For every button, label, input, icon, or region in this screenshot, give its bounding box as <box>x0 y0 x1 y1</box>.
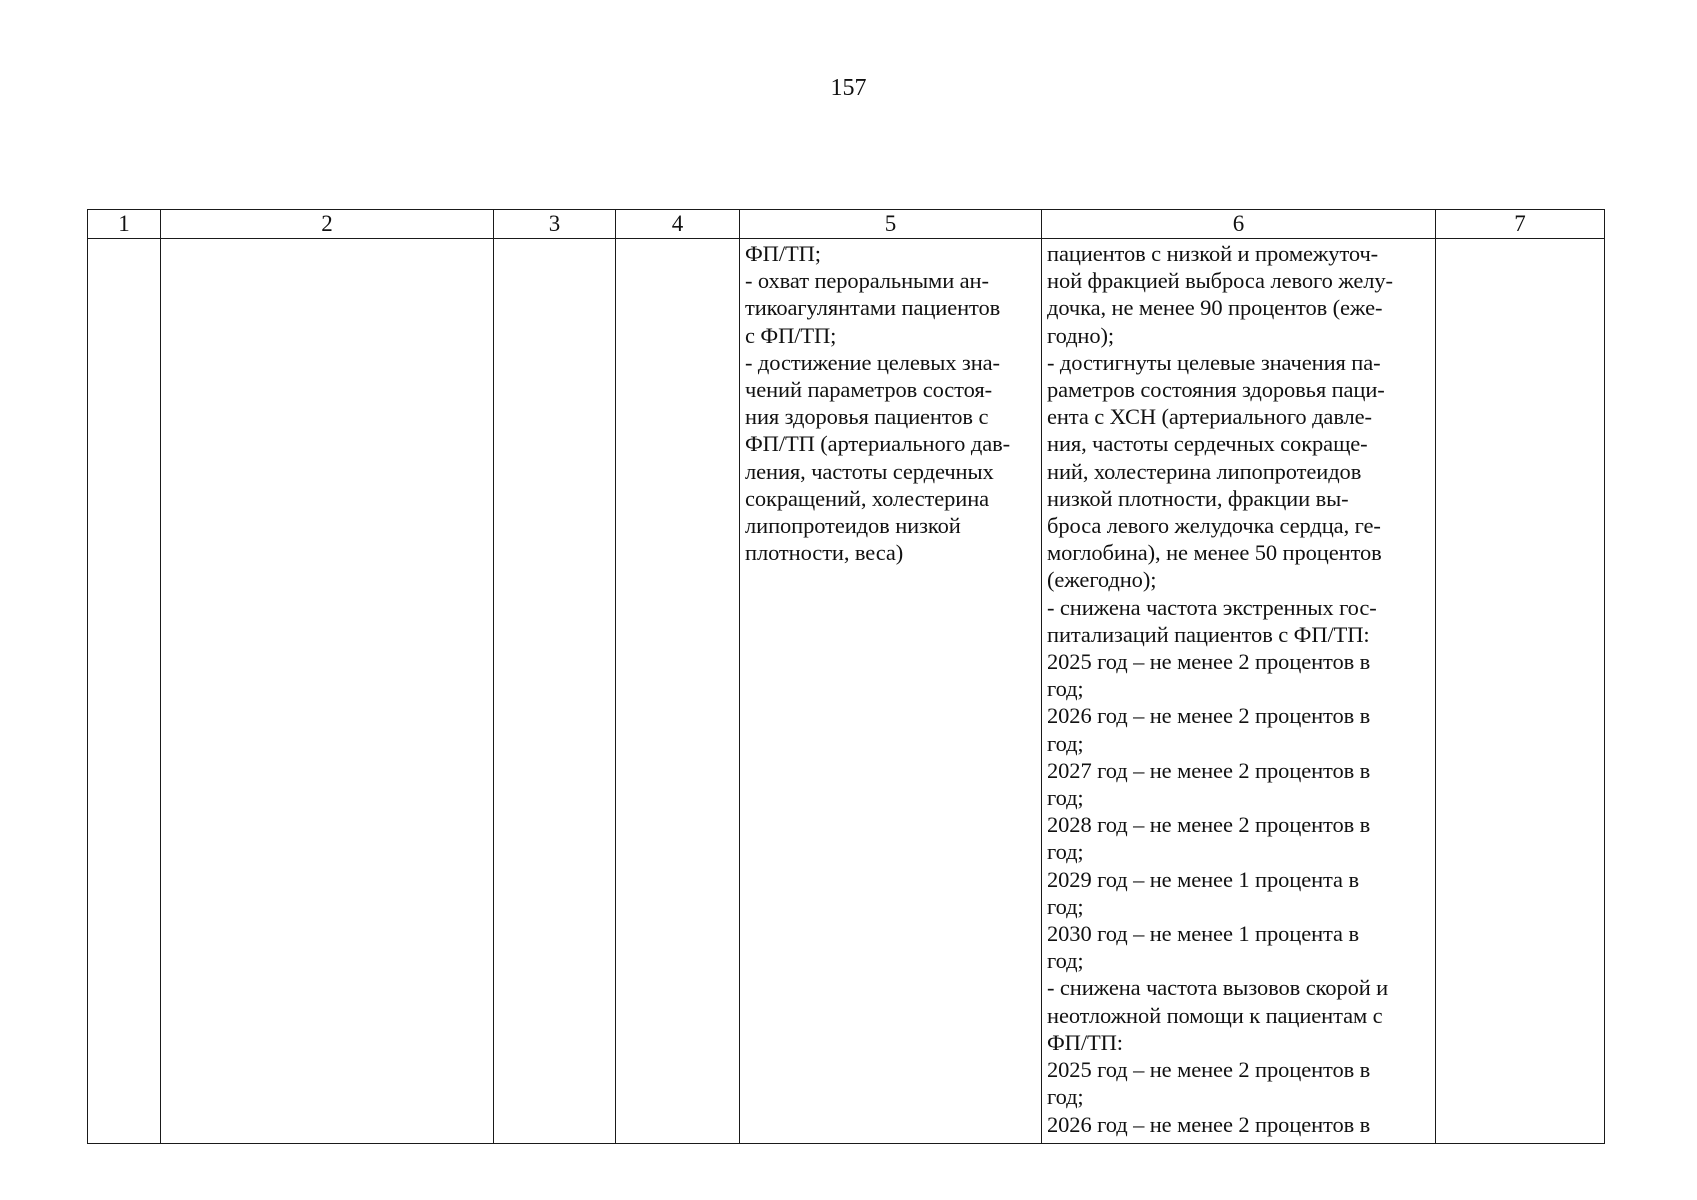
cell-col-7-text <box>1436 239 1604 240</box>
document-table <box>87 209 1605 1144</box>
cell-col-4-text <box>616 239 739 240</box>
column-header-4: 4 <box>616 210 740 239</box>
page-number: 157 <box>830 75 867 101</box>
cell-col-4 <box>616 239 740 1144</box>
column-header-6: 6 <box>1042 210 1436 239</box>
column-header-5: 5 <box>740 210 1042 239</box>
table-row <box>88 239 1605 1144</box>
column-header-2: 2 <box>161 210 494 239</box>
cell-col-2 <box>161 239 494 1144</box>
cell-col-1-text <box>88 239 160 240</box>
cell-col-2-text <box>161 239 493 240</box>
column-header-1: 1 <box>88 210 161 239</box>
column-header-7: 7 <box>1436 210 1605 239</box>
cell-col-3-text <box>494 239 615 240</box>
column-header-3: 3 <box>494 210 616 239</box>
cell-col-5 <box>740 239 1042 1144</box>
cell-col-1 <box>88 239 161 1144</box>
cell-col-6-text: пациентов с низкой и промежуточ- ной фракцией выброса левого желу- дочка, не менее 90 процентов (еже- годно); - достигнуты целевые значения па- раметров состояния здоровья паци- ента с ХСН (артериального давле- ния, частоты сердечных сокраще- ний, холестерина липопротеидов низкой плотности, фракции вы- броса левого желудочка сердца, ге- моглобина), не менее 50 процентов (ежегодно); - снижена частота экстренных гос- питализаций пациентов с ФП/ТП: 2025 год – не менее 2 процентов в год; 2026 год – не менее 2 процентов в год; 2027 год – не менее 2 процентов в год; 2028 год – не менее 2 процентов в год; 2029 год – не менее 1 процента в год; 2030 год – не менее 1 процента в год; - снижена частота вызовов скорой и неотложной помощи к пациентам с ФП/ТП: 2025 год – не менее 2 процентов в год; 2026 год – не менее 2 процентов в <box>1047 241 1393 1137</box>
cell-col-3 <box>494 239 616 1144</box>
cell-col-5-text: ФП/ТП; - охват пероральными ан- тикоагулянтами пациентов с ФП/ТП; - достижение целевых зна- чений параметров состоя- ния здоровья пациентов с ФП/ТП (артериального дав- ления, частоты сердечных сокращений, холестерина липопротеидов низкой плотности, веса) <box>745 241 1010 566</box>
cell-col-6 <box>1042 239 1436 1144</box>
cell-col-7 <box>1436 239 1605 1144</box>
column-number-row <box>88 210 1605 239</box>
